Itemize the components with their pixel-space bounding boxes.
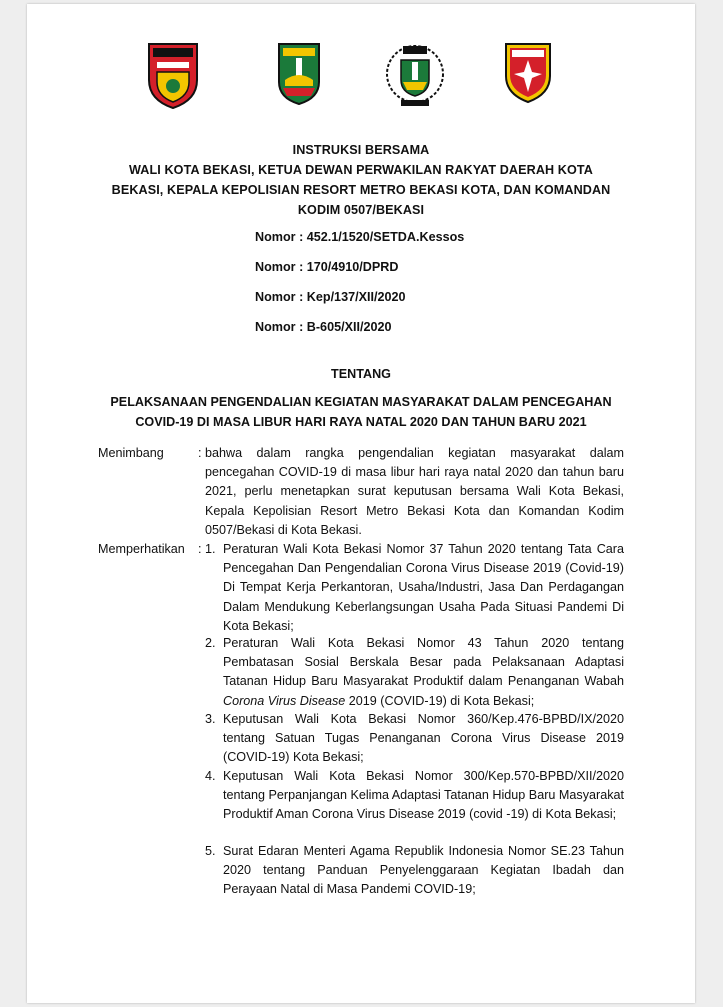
dprd-logo [383, 40, 447, 110]
item-text: Peraturan Wali Kota Bekasi Nomor 43 Tahun 2020 tentang Pembatasan Sosial Berskala Besar pada Pelaksanaan Adaptasi Tatanan Hidup Baru Masyarakat Produktif dalam Penanganan Wabah Corona Virus Disease 2019 (COVID-19) di Kota Bekasi; [223, 636, 624, 708]
item-number: 4. [205, 769, 216, 783]
list-item [205, 540, 624, 636]
subject-line: COVID-19 DI MASA LIBUR HARI RAYA NATAL 2020 DAN TAHUN BARU 2021 [135, 415, 587, 429]
list-item [205, 634, 624, 711]
list-item [205, 767, 624, 825]
item-text: Surat Edaran Menteri Agama Republik Indonesia Nomor SE.23 Tahun 2020 tentang Panduan Penyelenggaraan Kegiatan Ibadah dan Perayaan Natal di Masa Pandemi COVID-19; [223, 844, 624, 897]
menimbang-label: Menimbang [98, 446, 164, 460]
kodim-logo [502, 40, 554, 104]
kota-bekasi-logo [275, 40, 323, 106]
item-text: Keputusan Wali Kota Bekasi Nomor 300/Kep.570-BPBD/XII/2020 tentang Perpanjangan Kelima Adaptasi Tatanan Hidup Baru Masyarakat Produktif Aman Corona Virus Disease 2019 (covid -19) di Kota Bekasi; [223, 769, 624, 822]
tentang-heading: TENTANG [331, 367, 391, 381]
item-text: Keputusan Wali Kota Bekasi Nomor 360/Kep.476-BPBD/IX/2020 tentang Satuan Tugas Penanganan Corona Virus Disease 2019 (COVID-19) Kota Bekasi; [223, 712, 624, 765]
italic-term: Corona Virus Disease [223, 693, 346, 708]
memperhatikan-label: Memperhatikan [98, 542, 185, 556]
item-number: 3. [205, 712, 216, 726]
list-item [205, 842, 624, 900]
menimbang-text: bahwa dalam rangka pengendalian kegiatan masyarakat dalam pencegahan COVID-19 di masa libur hari raya natal 2020 dan tahun baru 2021, perlu menetapkan surat keputusan bersama Wali Kota Bekasi, Kepala Kepolisian Resort Metro Bekasi Kota dan Komandan Kodim 0507/Bekasi di Kota Bekasi. [205, 446, 624, 537]
memperhatikan-colon: : [198, 542, 202, 556]
nomor-list [255, 227, 464, 347]
menimbang-colon: : [198, 446, 202, 460]
title-line: WALI KOTA BEKASI, KETUA DEWAN PERWAKILAN RAKYAT DAERAH KOTA [129, 163, 593, 177]
list-item [205, 710, 624, 768]
nomor-line: Nomor : Kep/137/XII/2020 [255, 290, 406, 304]
nomor-line: Nomor : 452.1/1520/SETDA.Kessos [255, 230, 465, 244]
nomor-line: Nomor : B-605/XII/2020 [255, 320, 392, 334]
subject-block [87, 364, 635, 432]
title-line: BEKASI, KEPALA KEPOLISIAN RESORT METRO BEKASI KOTA, DAN KOMANDAN [111, 183, 611, 197]
item-number: 5. [205, 844, 216, 858]
item-number: 2. [205, 636, 216, 650]
nomor-line: Nomor : 170/4910/DPRD [255, 260, 399, 274]
document-page [27, 4, 695, 1003]
polres-metro-logo [145, 40, 201, 110]
subject-line: PELAKSANAAN PENGENDALIAN KEGIATAN MASYARAKAT DALAM PENCEGAHAN [110, 395, 612, 409]
logo-row [27, 40, 695, 115]
title-line: KODIM 0507/BEKASI [297, 203, 425, 217]
item-text: Peraturan Wali Kota Bekasi Nomor 37 Tahun 2020 tentang Tata Cara Pencegahan Dan Pengendalian Corona Virus Disease 2019 (Covid-19) Di Tempat Kerja Perkantoran, Usaha/Industri, Jasa Dan Perdagangan Dalam Mendukung Keberlangsungan Usaha Pada Situasi Pandemi Di Kota Bekasi; [223, 542, 624, 633]
title-line: INSTRUKSI BERSAMA [292, 143, 430, 157]
document-title [87, 140, 635, 220]
item-number: 1. [205, 542, 216, 556]
